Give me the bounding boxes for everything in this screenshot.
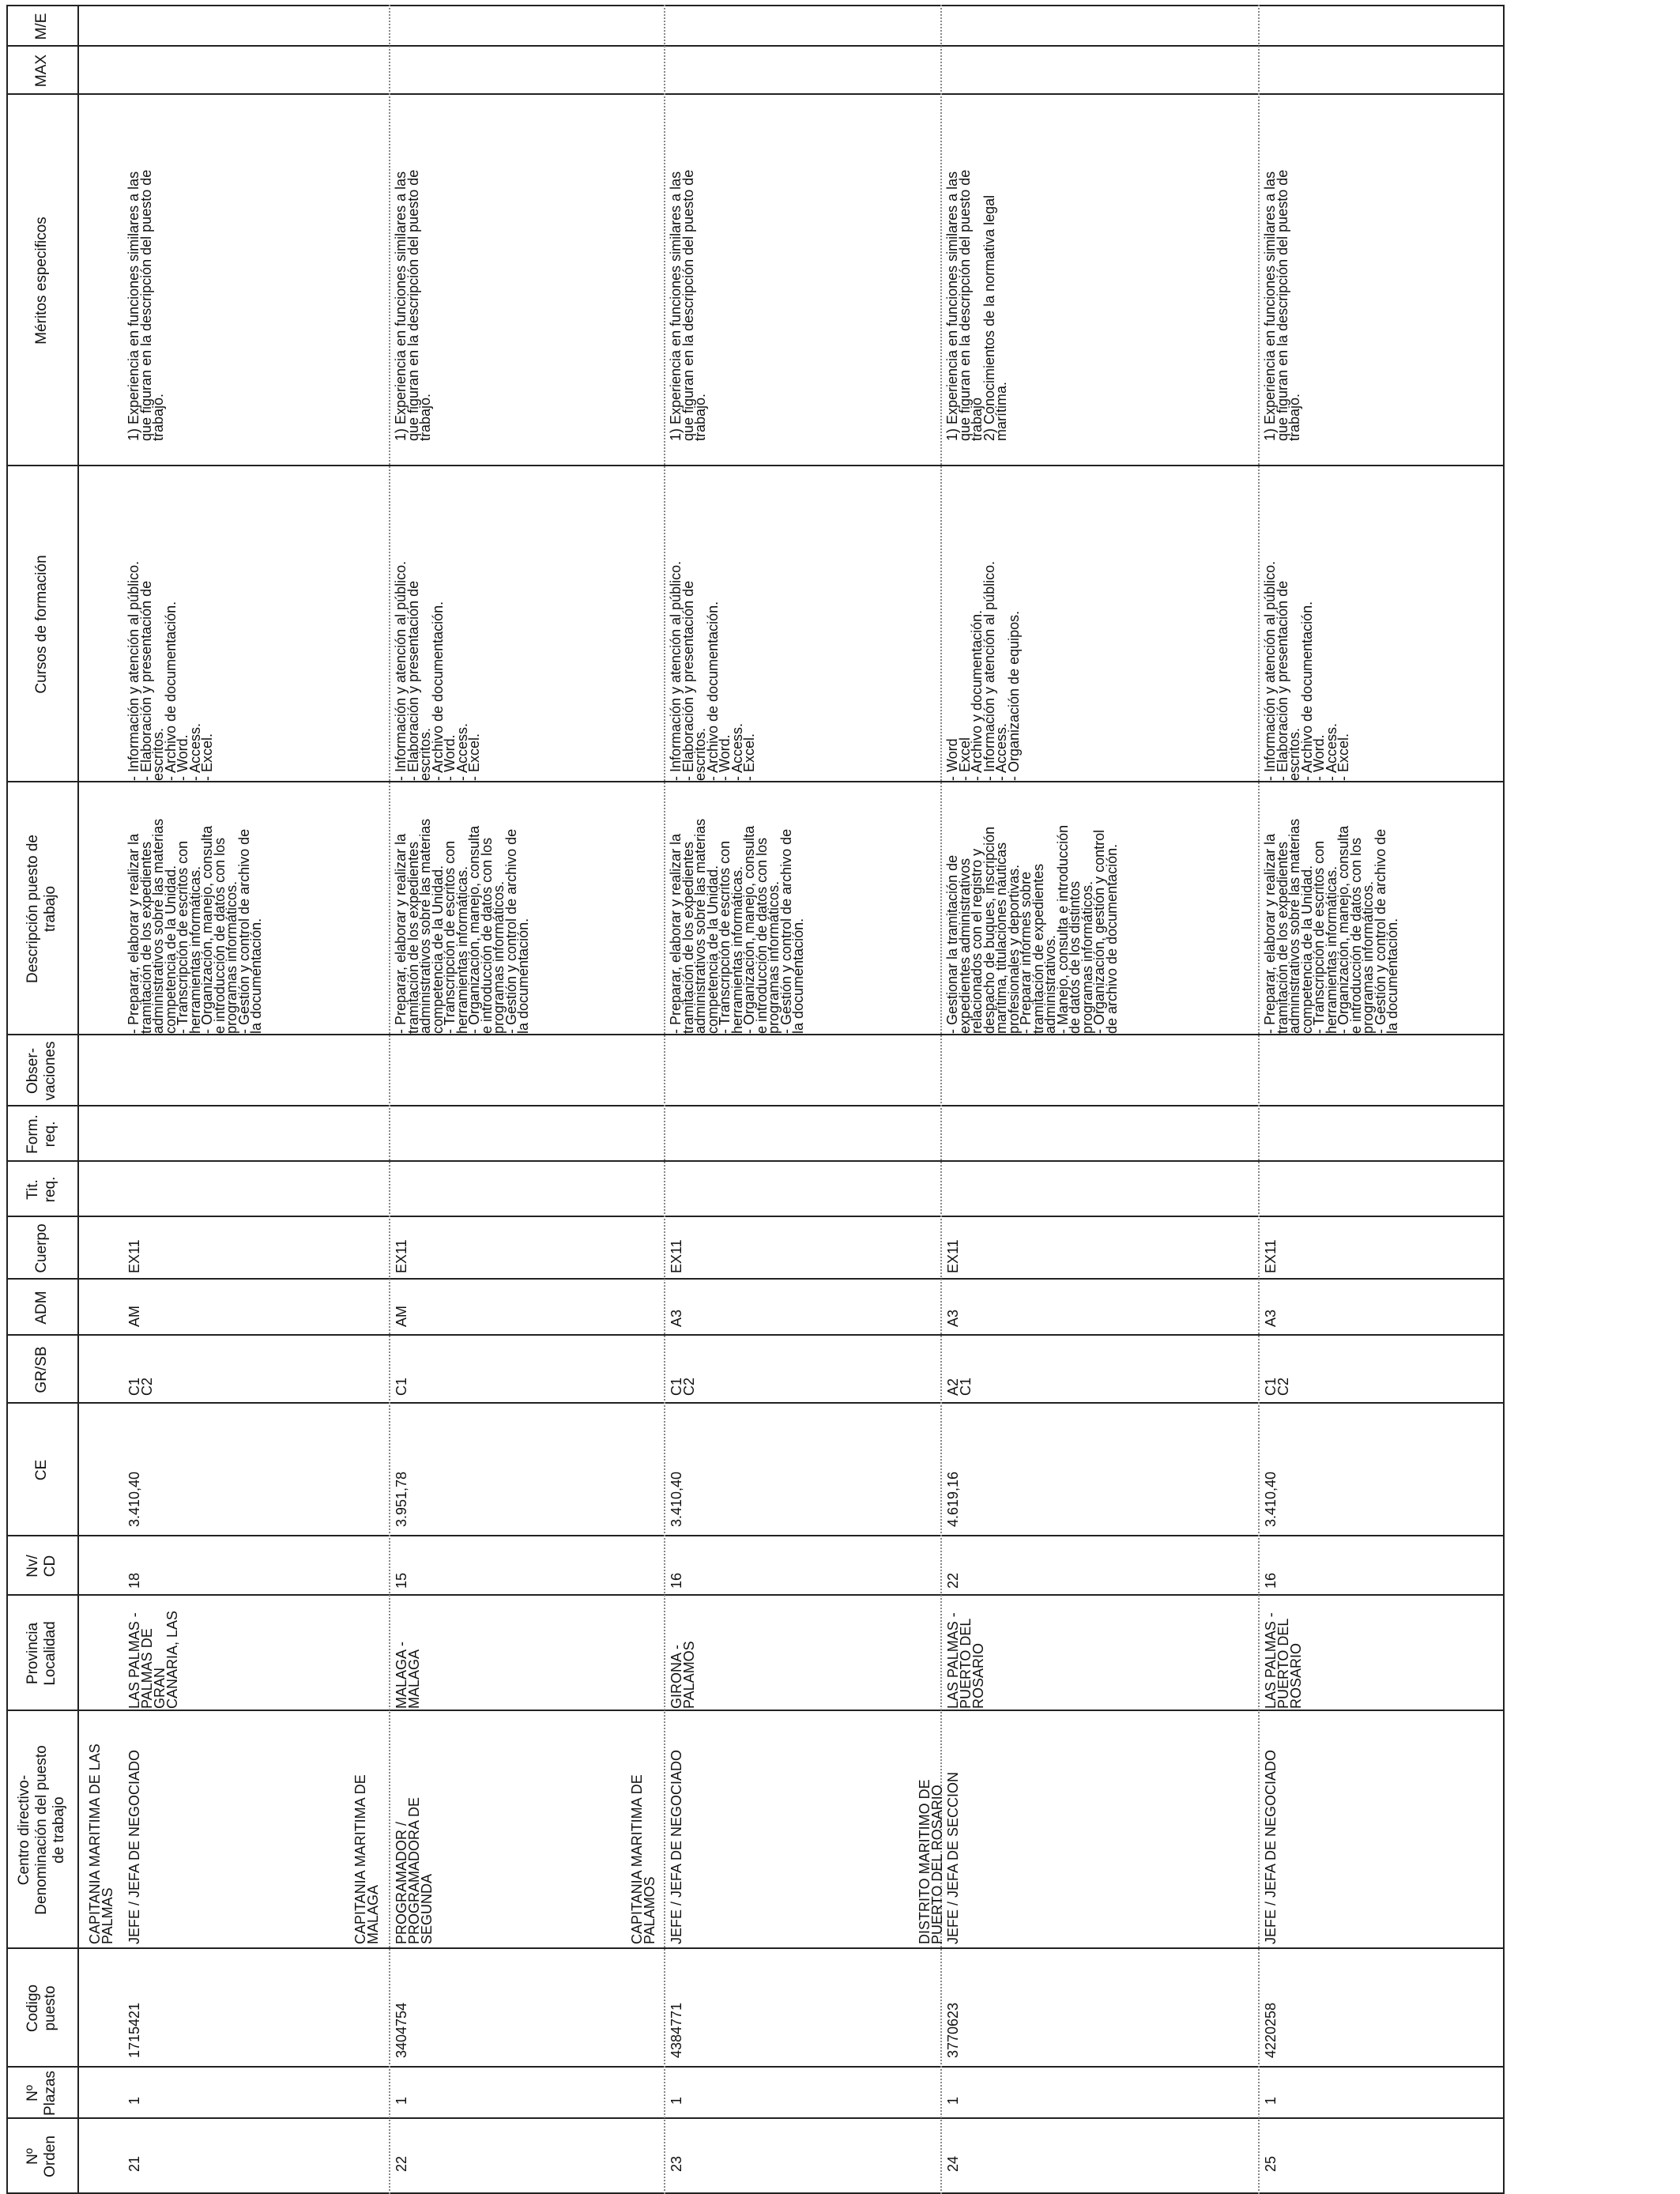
meritos-cell: 1) Experiencia en funciones similares a las que figuran en la descripción del puesto de trabajo 2) Conocimientos de la normativa legal marítima. [944,169,1009,441]
ce-cell: 3.410,40 [1263,1471,1279,1527]
orden-cell: 24 [945,2155,961,2172]
header-descripcion: Descripción puesto de trabajo [24,835,58,983]
puesto-cell: JEFE / JEFA DE NEGOCIADO [669,1749,684,1944]
column-separator [6,1594,1503,1596]
cuerpo-cell: EX11 [669,1239,684,1273]
puesto-cell: JEFE / JEFA DE SECCION [945,1771,961,1944]
puesto-cell: JEFE / JEFA DE NEGOCIADO [126,1749,142,1944]
header-bottom-border [77,5,79,2194]
meritos-cell: 1) Experiencia en funciones similares a las que figuran en la descripción del puesto de trabajo. [668,169,708,441]
row-separator [664,5,665,2194]
grsb-cell: C1 C2 [669,1377,697,1396]
column-separator [6,1710,1503,1711]
ce-cell: 3.410,40 [669,1471,684,1527]
header-provincia: Provincia Localidad [24,1621,58,1686]
cursos-cell: - Información y atención al público. - Elaboración y presentación de escritos. - Archivo de documentación. - Word. - Access. - Excel. [1262,560,1351,781]
column-separator [6,1334,1503,1336]
provincia-cell: LAS PALMAS - PUERTO DEL ROSARIO [1263,1612,1304,1709]
header-codigo: Codigo puesto [24,1984,58,2033]
codigo-cell: 4384771 [669,2002,684,2058]
header-cursos: Cursos de formación [33,555,50,694]
plazas-cell: 1 [945,2096,961,2105]
adm-cell: AM [126,1306,142,1327]
header-max: MAX [33,54,50,88]
plazas-cell: 1 [669,2096,684,2105]
orden-cell: 25 [1263,2155,1279,2172]
provincia-cell: LAS PALMAS - PALMAS DE GRAN CANARIA, LAS [126,1610,180,1709]
grsb-cell: C1 [394,1377,409,1396]
nv-cell: 22 [945,1572,961,1589]
header-plazas: Nº Plazas [24,2070,58,2117]
column-separator [6,1278,1503,1280]
ce-cell: 3.410,40 [126,1471,142,1527]
descripcion-cell: - Gestionar la tramitación de expedientes administrativos relacionados con el registro y despacho de buques, inscripción marítima, titulaciones náuticas profesionales y deportivas. - Preparar informes sobre tramitación de expedientes administrativos. - Manejo, consulta e introducción de datos de los distintos programas informáticos. - Organización, gestión y control de archivo de documentación. [944,824,1120,1034]
header-cuerpo: Cuerpo [33,1223,50,1273]
provincia-cell: MALAGA - MALAGA [394,1641,422,1709]
orden-cell: 21 [126,2155,142,2172]
centro-cell: CAPITANIA MARITIMA DE PALAMOS [629,1774,657,1944]
orden-cell: 23 [669,2155,684,2172]
meritos-cell: 1) Experiencia en funciones similares a las que figuran en la descripción del puesto de trabajo. [393,169,433,441]
descripcion-cell: - Preparar, elaborar y realizar la tramitación de los expedientes administrativos sobre las materias competencia de la Unidad. - Transcripción de escritos con herramientas informáticas. - Organización, manejo, consulta e introducción de datos con los programas informáticos. - Gestión y control de archivo de la documentación. [126,818,264,1034]
cuerpo-cell: EX11 [126,1239,142,1273]
codigo-cell: 3770623 [945,2002,961,2058]
nv-cell: 18 [126,1572,142,1589]
nv-cell: 15 [394,1572,409,1589]
column-separator [6,1535,1503,1536]
row-separator [389,5,390,2194]
codigo-cell: 4220258 [1263,2002,1279,2058]
column-separator [6,2117,1503,2119]
cursos-cell: - Word - Excel - Archivo y documentación. - Información y atención al público. - Access. - Organización de equipos. [944,560,1022,781]
column-separator [6,1160,1503,1162]
adm-cell: A3 [1263,1309,1279,1327]
column-separator [6,45,1503,47]
descripcion-cell: - Preparar, elaborar y realizar la tramitación de los expedientes administrativos sobre las materias competencia de la Unidad. - Transcripción de escritos con herramientas informáticas. - Organización, manejo, consulta e introducción de datos con los programas informáticos. - Gestión y control de archivo de la documentación. [668,818,806,1034]
puesto-cell: JEFE / JEFA DE NEGOCIADO [1263,1749,1279,1944]
column-separator [6,1216,1503,1217]
codigo-cell: 3404754 [394,2002,409,2058]
plazas-cell: 1 [1263,2096,1279,2105]
descripcion-cell: - Preparar, elaborar y realizar la tramitación de los expedientes administrativos sobre las materias competencia de la Unidad. - Transcripción de escritos con herramientas informáticas. - Organización, manejo, consulta e introducción de datos con los programas informáticos. - Gestión y control de archivo de la documentación. [1262,818,1400,1034]
provincia-cell: GIRONA - PALAMOS [669,1641,697,1709]
orden-cell: 22 [394,2155,409,2172]
header-grsb: GR/SB [33,1346,50,1393]
column-separator [6,1105,1503,1106]
grsb-cell: C1 C2 [1263,1377,1291,1396]
cuerpo-cell: EX11 [1263,1239,1279,1273]
plazas-cell: 1 [126,2096,142,2105]
header-tit: Tit. req. [24,1176,58,1203]
plazas-cell: 1 [394,2096,409,2105]
column-separator [6,1402,1503,1404]
descripcion-cell: - Preparar, elaborar y realizar la tramitación de los expedientes administrativos sobre las materias competencia de la Unidad. - Transcripción de escritos con herramientas informáticas. - Organización, manejo, consulta e introducción de datos con los programas informáticos. - Gestión y control de archivo de la documentación. [393,818,531,1034]
column-separator [6,1034,1503,1035]
grsb-cell: C1 C2 [126,1377,155,1396]
meritos-cell: 1) Experiencia en funciones similares a las que figuran en la descripción del puesto de trabajo. [126,169,166,441]
column-separator [6,2066,1503,2068]
column-separator [6,93,1503,95]
puesto-cell: PROGRAMADOR / PROGRAMADORA DE SEGUNDA [394,1796,435,1944]
column-separator [6,5,1503,6]
header-orden: Nº Orden [24,2136,58,2177]
provincia-cell: LAS PALMAS - PUERTO DEL ROSARIO [945,1612,986,1709]
ce-cell: 3.951,78 [394,1471,409,1527]
meritos-cell: 1) Experiencia en funciones similares a las que figuran en la descripción del puesto de trabajo. [1262,169,1302,441]
adm-cell: A3 [945,1309,961,1327]
column-separator [6,1947,1503,1949]
nv-cell: 16 [1263,1572,1279,1589]
cuerpo-cell: EX11 [394,1239,409,1273]
cursos-cell: - Información y atención al público. - Elaboración y presentación de escritos. - Archivo de documentación. - Word. - Access. - Excel. [668,560,757,781]
header-form: Form. req. [24,1114,58,1154]
header-adm: ADM [33,1291,50,1325]
column-separator [6,465,1503,466]
header-ce: CE [33,1459,50,1481]
header-centro: Centro directivo- Denominación del puesto de trabajo [16,1745,67,1915]
adm-cell: A3 [669,1309,684,1327]
centro-cell: CAPITANIA MARITIMA DE LAS PALMAS [87,1744,115,1944]
centro-cell: CAPITANIA MARITIMA DE MALAGA [352,1774,381,1944]
cuerpo-cell: EX11 [945,1239,961,1273]
cursos-cell: - Información y atención al público. - Elaboración y presentación de escritos. - Archivo de documentación. - Word. - Access. - Excel. [126,560,215,781]
centro-cell: DISTRITO MARITIMO DE PUERTO DEL ROSARIO [917,1779,945,1944]
table-bottom-border [1503,5,1505,2194]
header-obs: Obser- vaciones [24,1041,58,1101]
adm-cell: AM [394,1306,409,1327]
cursos-cell: - Información y atención al público. - Elaboración y presentación de escritos. - Archivo de documentación. - Word. - Access. - Excel. [393,560,482,781]
header-me: M/E [33,13,50,40]
ce-cell: 4.619,16 [945,1471,961,1527]
codigo-cell: 1715421 [126,2002,142,2058]
header-nv: Nv/ CD [24,1555,58,1578]
grsb-cell: A2 C1 [945,1377,974,1396]
row-separator [1258,5,1260,2194]
header-meritos: Méritos especificos [33,217,50,345]
nv-cell: 16 [669,1572,684,1589]
